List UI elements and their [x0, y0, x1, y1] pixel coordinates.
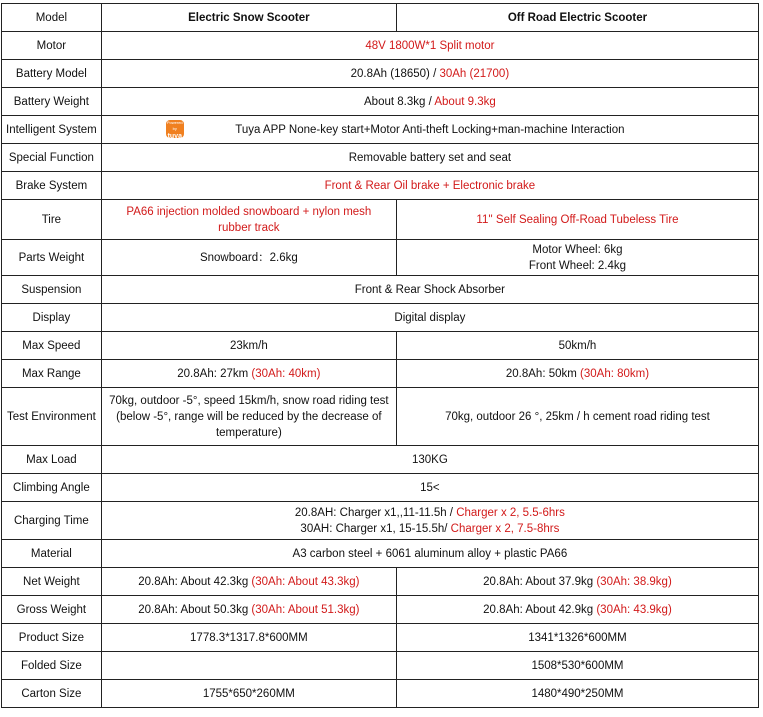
table-row-material — [2, 540, 759, 568]
tire-offroad: 11'' Self Sealing Off-Road Tubeless Tire — [396, 200, 758, 240]
material-value: A3 carbon steel + 6061 aluminum alloy + plastic PA66 — [101, 540, 758, 568]
product-size-offroad: 1341*1326*600MM — [396, 624, 758, 652]
row-label: Climbing Angle — [2, 474, 102, 502]
row-label: Charging Time — [2, 502, 102, 540]
table-row-battery-weight — [2, 88, 759, 116]
row-label: Tire — [2, 200, 102, 240]
table-row-brake — [2, 172, 759, 200]
table-row-product-size — [2, 624, 759, 652]
row-label: Battery Model — [2, 60, 102, 88]
battery-model-a: 20.8Ah (18650) / — [350, 67, 440, 80]
net-weight-snow: 20.8Ah: About 42.3kg (30Ah: About 43.3kg) — [101, 568, 396, 596]
tuya-logo-icon: Powered by tuya — [166, 120, 183, 140]
row-label: Intelligent System — [2, 116, 102, 144]
brake-value: Front & Rear Oil brake + Electronic brake — [101, 172, 758, 200]
table-row-carton-size — [2, 680, 759, 708]
table-row-climbing — [2, 474, 759, 502]
table-row-suspension — [2, 276, 759, 304]
table-row-intelligent — [2, 116, 759, 144]
gross-weight-snow: 20.8Ah: About 50.3kg (30Ah: About 51.3kg) — [101, 596, 396, 624]
row-label: Motor — [2, 32, 102, 60]
battery-model-b: 30Ah (21700) — [439, 67, 510, 80]
intelligent-value-cell — [101, 116, 758, 144]
product-size-snow: 1778.3*1317.8*600MM — [101, 624, 396, 652]
carton-size-offroad: 1480*490*250MM — [396, 680, 758, 708]
table-row-special — [2, 144, 759, 172]
table-row-display — [2, 304, 759, 332]
row-label: Gross Weight — [2, 596, 102, 624]
row-label: Folded Size — [2, 652, 102, 680]
battery-weight-b: About 9.3kg — [434, 95, 496, 108]
max-range-offroad-b: (30Ah: 80km) — [580, 367, 650, 380]
spec-table — [1, 3, 759, 708]
table-row-tire — [2, 200, 759, 240]
row-label: Display — [2, 304, 102, 332]
table-row-max-load — [2, 446, 759, 474]
table-row-folded-size — [2, 652, 759, 680]
row-label: Battery Weight — [2, 88, 102, 116]
table-row-charging — [2, 502, 759, 540]
max-range-offroad — [396, 360, 758, 388]
folded-size-offroad: 1508*530*600MM — [396, 652, 758, 680]
test-env-offroad: 70kg, outdoor 26 °, 25km / h cement road riding test — [396, 388, 758, 446]
battery-model-value — [101, 60, 758, 88]
table-row-max-speed — [2, 332, 759, 360]
row-label: Max Range — [2, 360, 102, 388]
table-row-gross-weight — [2, 596, 759, 624]
table-row-header — [2, 4, 759, 32]
row-label: Parts Weight — [2, 240, 102, 276]
gross-weight-offroad: 20.8Ah: About 42.9kg (30Ah: 43.9kg) — [396, 596, 758, 624]
motor-value: 48V 1800W*1 Split motor — [101, 32, 758, 60]
folded-size-snow — [101, 652, 396, 680]
max-load-value: 130KG — [101, 446, 758, 474]
table-row-battery-model — [2, 60, 759, 88]
charging-value — [101, 502, 758, 540]
max-speed-offroad: 50km/h — [396, 332, 758, 360]
row-label: Product Size — [2, 624, 102, 652]
table-row-net-weight — [2, 568, 759, 596]
row-label: Net Weight — [2, 568, 102, 596]
table-row-test-env — [2, 388, 759, 446]
row-label: Brake System — [2, 172, 102, 200]
table-row-max-range — [2, 360, 759, 388]
table-row-parts — [2, 240, 759, 276]
parts-offroad-line2: Front Wheel: 2.4kg — [528, 259, 627, 272]
charging-line1: 20.8AH: Charger x1,,11-11.5h / Charger x 2, 5.5-6hrs — [294, 506, 565, 519]
row-label: Material — [2, 540, 102, 568]
parts-offroad-line1: Motor Wheel: 6kg — [532, 243, 623, 256]
tire-snow: PA66 injection molded snowboard + nylon mesh rubber track — [101, 200, 396, 240]
max-range-offroad-a: 20.8Ah: 50km — [505, 367, 581, 380]
display-value: Digital display — [101, 304, 758, 332]
row-label: Carton Size — [2, 680, 102, 708]
max-range-snow-b: (30Ah: 40km) — [251, 367, 321, 380]
special-value: Removable battery set and seat — [101, 144, 758, 172]
test-env-snow: 70kg, outdoor -5°, speed 15km/h, snow road riding test (below -5°, range will be reduced by the decrease of temperature) — [101, 388, 396, 446]
net-weight-offroad: 20.8Ah: About 37.9kg (30Ah: 38.9kg) — [396, 568, 758, 596]
max-speed-snow: 23km/h — [101, 332, 396, 360]
carton-size-snow: 1755*650*260MM — [101, 680, 396, 708]
battery-weight-a: About 8.3kg / — [364, 95, 435, 108]
row-label: Max Load — [2, 446, 102, 474]
row-label: Special Function — [2, 144, 102, 172]
parts-snow: Snowboard：2.6kg — [101, 240, 396, 276]
row-label: Suspension — [2, 276, 102, 304]
charging-line2: 30AH: Charger x1, 15-15.5h/ Charger x 2, 7.5-8hrs — [300, 522, 560, 535]
max-range-snow-a: 20.8Ah: 27km — [177, 367, 252, 380]
suspension-value: Front & Rear Shock Absorber — [101, 276, 758, 304]
table-row-motor — [2, 32, 759, 60]
climbing-value: 15< — [101, 474, 758, 502]
row-label: Test Environment — [2, 388, 102, 446]
parts-offroad — [396, 240, 758, 276]
battery-weight-value — [101, 88, 758, 116]
header-offroad-scooter: Off Road Electric Scooter — [396, 4, 758, 32]
row-label: Max Speed — [2, 332, 102, 360]
intelligent-value: Tuya APP None-key start+Motor Anti-theft Locking+man-machine Interaction — [235, 123, 625, 136]
header-model-label: Model — [2, 4, 102, 32]
max-range-snow — [101, 360, 396, 388]
header-snow-scooter: Electric Snow Scooter — [101, 4, 396, 32]
